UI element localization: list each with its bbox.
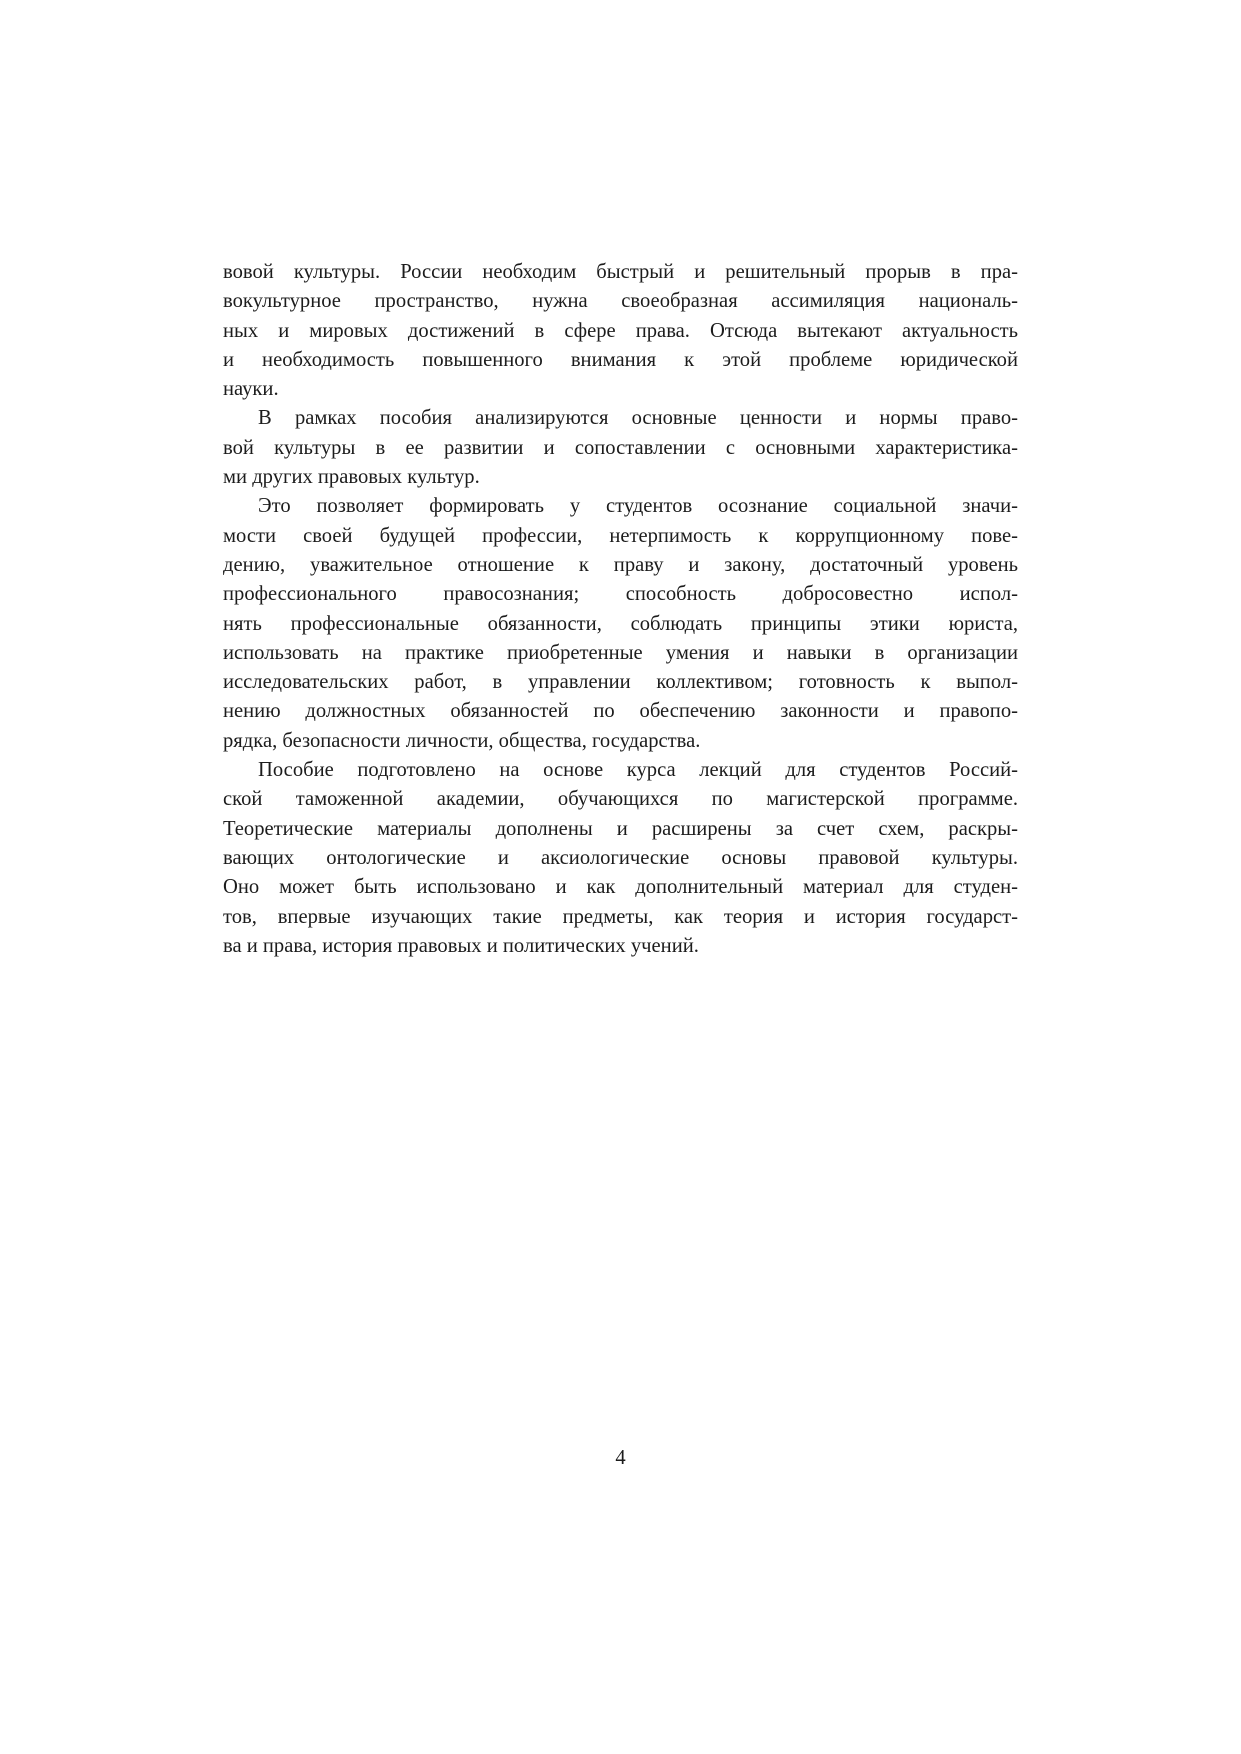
text-line: вающих онтологические и аксиологические основы правовой культуры. — [223, 846, 1018, 869]
text-line: рядка, безопасности личности, общества, государства. — [223, 729, 701, 752]
paragraph — [223, 404, 1018, 492]
paragraph — [223, 492, 1018, 756]
text-line: Это позволяет формировать у студентов осознание социальной значи- — [258, 495, 1018, 518]
text-line: нению должностных обязанностей по обеспечению законности и правопо- — [223, 700, 1018, 723]
text-line: ми других правовых культур. — [223, 466, 480, 489]
text-line: Теоретические материалы дополнены и расширены за счет схем, раскры- — [223, 817, 1018, 840]
paragraph — [223, 756, 1018, 961]
text-line: мости своей будущей профессии, нетерпимость к коррупционному пове- — [223, 524, 1018, 547]
page-number: 4 — [615, 1447, 626, 1469]
text-line: и необходимость повышенного внимания к этой проблеме юридической — [223, 348, 1018, 371]
text-line: ных и мировых достижений в сфере права. Отсюда вытекают актуальность — [223, 319, 1018, 342]
text-line: использовать на практике приобретенные умения и навыки в организации — [223, 641, 1018, 664]
text-line: вовой культуры. России необходим быстрый и решительный прорыв в пра- — [223, 261, 1018, 283]
text-line: вой культуры в ее развитии и сопоставлении с основными характеристика- — [223, 436, 1018, 459]
text-line: Пособие подготовлено на основе курса лекций для студентов Россий- — [258, 759, 1018, 782]
text-line: дению, уважительное отношение к праву и закону, достаточный уровень — [223, 553, 1018, 576]
text-line: В рамках пособия анализируются основные ценности и нормы право- — [258, 407, 1018, 430]
text-line: нять профессиональные обязанности, соблюдать принципы этики юриста, — [223, 612, 1018, 635]
text-line: вокультурное пространство, нужна своеобразная ассимиляция националь- — [223, 290, 1018, 313]
text-line: ской таможенной академии, обучающихся по магистерской программе. — [223, 788, 1018, 811]
text-line: ва и права, история правовых и политических учений. — [223, 934, 699, 957]
text-line: Оно может быть использовано и как дополнительный материал для студен- — [223, 876, 1018, 899]
paragraph — [223, 258, 1018, 404]
text-line: профессионального правосознания; способность добросовестно испол- — [223, 583, 1018, 606]
document-body — [223, 258, 1018, 961]
text-line: исследовательских работ, в управлении коллективом; готовность к выпол- — [223, 671, 1018, 694]
text-line: науки. — [223, 378, 279, 401]
text-line: тов, впервые изучающих такие предметы, как теория и история государст- — [223, 905, 1018, 928]
